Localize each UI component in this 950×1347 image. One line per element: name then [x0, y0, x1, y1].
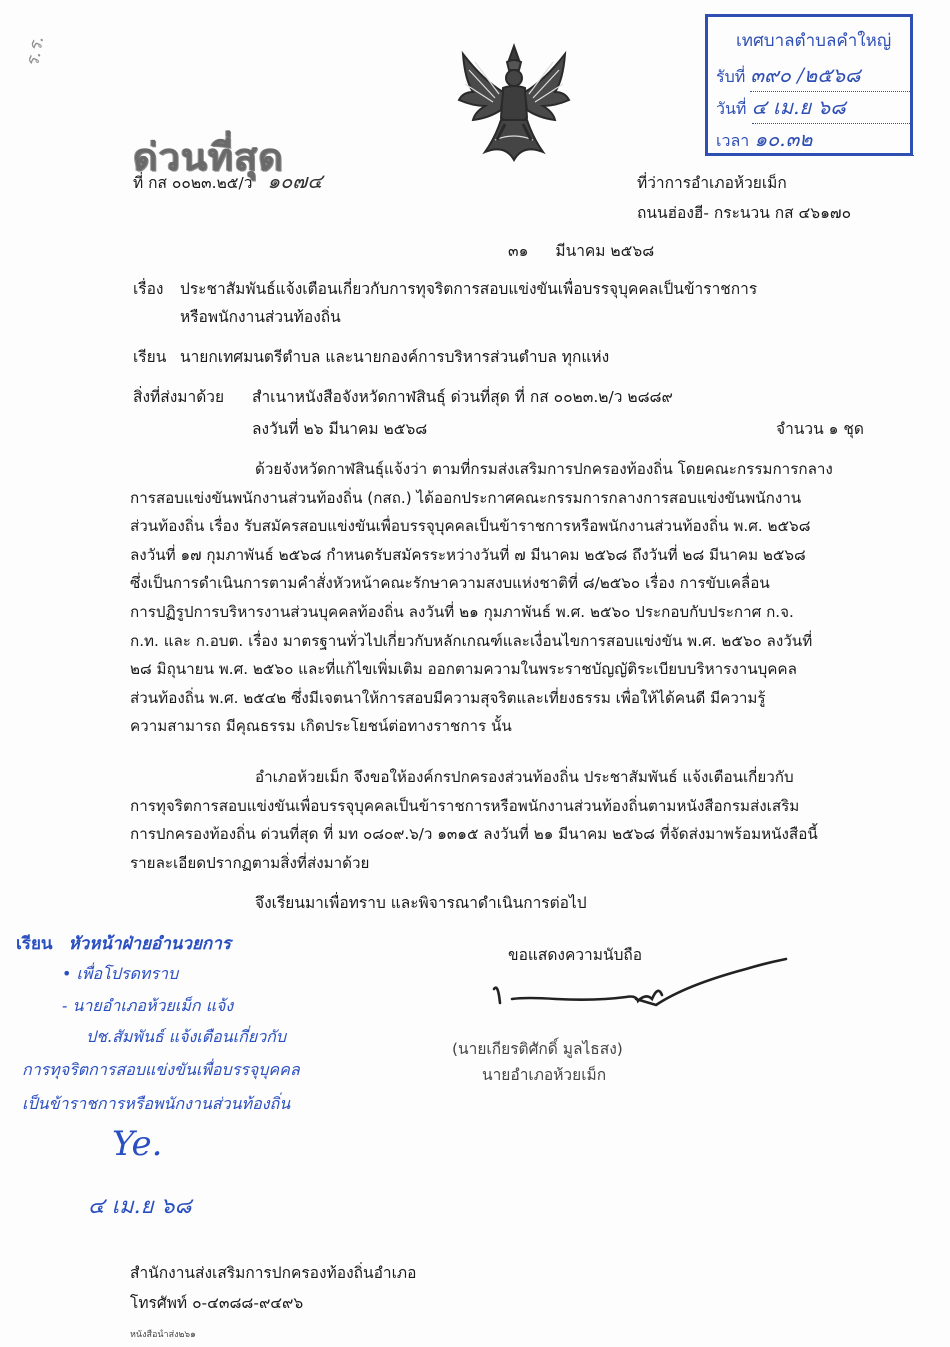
stamp-recv-value: ๓๙๐ /๒๕๖๘ [750, 59, 910, 92]
ref-no-handwritten: ๑๐๗๔ [267, 169, 323, 193]
para2-line: การทุจริตการสอบแข่งขันเพื่อบรรจุบุคคลเป็นข้าราชการหรือพนักงานส่วนท้องถิ่นตามหนังสือกรมส่งเสริม [130, 796, 800, 815]
signer-name: (นายเกียรติศักดิ์ มูลไธสง) [452, 1040, 623, 1058]
stamp-org: เทศบาลตำบลคำใหญ่ [736, 31, 892, 51]
para1-line: ด้วยจังหวัดกาฬสินธุ์แจ้งว่า ตามที่กรมส่งเสริมการปกครองท้องถิ่น โดยคณะกรรมการกลาง [255, 460, 833, 478]
enclosure-line2: ลงวันที่ ๒๖ มีนาคม ๒๕๖๘ [252, 420, 428, 438]
office-address-line1: ที่ว่าการอำเภอห้วยเม็ก [637, 174, 787, 192]
footer-small: หนังสือนำส่ง๒๖๑ [130, 1330, 196, 1340]
stamp-date-row [716, 91, 910, 124]
stamp-date-value: ๔ เม.ย ๖๘ [752, 91, 910, 124]
receiving-stamp [705, 14, 913, 156]
enclosure-label: สิ่งที่ส่งมาด้วย [133, 388, 225, 406]
subject-label: เรื่อง [133, 280, 164, 298]
annotation-hand-line: การทุจริตการสอบแข่งขันเพื่อบรรจุบุคคล [22, 1060, 300, 1079]
annotation-date: ๔ เม.ย ๖๘ [88, 1194, 192, 1219]
footer-phone: โทรศัพท์ ๐-๔๓๘๘-๙๔๙๖ [130, 1294, 304, 1312]
annotation-hand-line: - นายอำเภอห้วยเม็ก แจ้ง [62, 996, 234, 1015]
regards: ขอแสดงความนับถือ [508, 946, 643, 964]
subject-line2: หรือพนักงานส่วนท้องถิ่น [180, 308, 341, 326]
annotation-to [16, 930, 231, 957]
garuda-emblem-icon [455, 40, 573, 165]
para1-line: ส่วนท้องถิ่น พ.ศ. ๒๕๔๒ ซึ่งมีเจตนาให้การสอบมีความสุจริตและเที่ยงธรรม เพื่อให้ได้คนดี มีความรู้ [130, 688, 766, 707]
signer-title: นายอำเภอห้วยเม็ก [482, 1066, 607, 1084]
para2-line: อำเภอห้วยเม็ก จึงขอให้องค์กรปกครองส่วนท้องถิ่น ประชาสัมพันธ์ แจ้งเตือนเกี่ยวกับ [255, 768, 794, 786]
footer-office: สำนักงานส่งเสริมการปกครองท้องถิ่นอำเภอ [130, 1264, 417, 1282]
stamp-recv-label: รับที่ [716, 67, 746, 86]
para2-line: การปกครองท้องถิ่น ด่วนที่สุด ที่ มท ๐๘๐๙.๖/ว ๑๓๑๕ ลงวันที่ ๒๑ มีนาคม ๒๕๖๘ ที่จัดส่งมาพร้อมหนังสือนี้ [130, 825, 818, 844]
letter-date-month-year: มีนาคม ๒๕๖๘ [555, 242, 655, 260]
enclosure-line1: สำเนาหนังสือจังหวัดกาฬสินธุ์ ด่วนที่สุด ที่ กส ๐๐๒๓.๒/ว ๒๘๘๙ [252, 388, 673, 406]
letter-date-day: ๓๑ [508, 242, 529, 260]
urgency-stamp: ด่วนที่สุด [133, 135, 284, 179]
annotation-bullet: • เพื่อโปรดทราบ [62, 964, 179, 983]
stamp-time-row [716, 123, 914, 156]
ref-no-printed: ที่ กส ๐๐๒๓.๒๕/ว [133, 174, 253, 192]
para1-line: การปฏิรูปการบริหารงานส่วนบุคคลท้องถิ่น ลงวันที่ ๒๑ กุมภาพันธ์ พ.ศ. ๒๕๖๐ ประกอบกับประกาศ ก.จ. [130, 602, 794, 621]
annotation-hand-line: ปช.สัมพันธ์ แจ้งเตือนเกี่ยวกับ [86, 1027, 287, 1046]
para1-line: ก.ท. และ ก.อบต. เรื่อง มาตรฐานทั่วไปเกี่ยวกับหลักเกณฑ์และเงื่อนไขการสอบแข่งขัน พ.ศ. ๒๕๖๐ ลงวันที่ [130, 631, 813, 650]
body-paragraph-1 [130, 455, 905, 741]
para1-line: ความสามารถ มีคุณธรรม เกิดประโยชน์ต่อทางราชการ นั้น [130, 717, 512, 736]
body-paragraph-2 [130, 763, 905, 877]
reference-number [133, 170, 322, 194]
to-label: เรียน [133, 348, 167, 366]
stamp-recv-row [716, 59, 910, 92]
annotation-to-label: เรียน [16, 934, 53, 954]
para1-line: ส่วนท้องถิ่น เรื่อง รับสมัครสอบแข่งขันเพื่อบรรจุบุคคลเป็นข้าราชการหรือพนักงานส่วนท้องถิ่น พ.ศ. ๒๕๖๘ [130, 517, 811, 536]
office-address-line2: ถนนฮ่องฮี- กระนวน กส ๔๖๑๗๐ [637, 204, 852, 222]
letter-date [508, 240, 654, 262]
annotation-to-text: หัวหน้าฝ่ายอำนวยการ [68, 934, 231, 954]
para2-line: รายละเอียดปรากฏตามสิ่งที่ส่งมาด้วย [130, 853, 370, 872]
to-text: นายกเทศมนตรีตำบล และนายกองค์การบริหารส่วนตำบล ทุกแห่ง [180, 348, 610, 366]
annotation-initials: Ye. [112, 1124, 163, 1164]
para1-line: ซึ่งเป็นการดำเนินการตามคำสั่งหัวหน้าคณะรักษาความสงบแห่งชาติที่ ๘/๒๕๖๐ เรื่อง การขับเคลื่อน [130, 574, 770, 593]
margin-note: ร.ร. [22, 34, 49, 69]
stamp-time-label: เวลา [716, 131, 750, 150]
annotation-hand-line: เป็นข้าราชการหรือพนักงานส่วนท้องถิ่น [22, 1094, 291, 1113]
enclosure-count: จำนวน ๑ ชุด [776, 420, 864, 438]
para1-line: การสอบแข่งขันพนักงานส่วนท้องถิ่น (กสถ.) ได้ออกประกาศคณะกรรมการกลางการสอบแข่งขันพนักงาน [130, 488, 802, 507]
closing-request: จึงเรียนมาเพื่อทราบ และพิจารณาดำเนินการต่อไป [255, 894, 587, 912]
para1-line: ลงวันที่ ๑๗ กุมภาพันธ์ ๒๕๖๘ กำหนดรับสมัครระหว่างวันที่ ๗ มีนาคม ๒๕๖๘ ถึงวันที่ ๒๘ มีนาคม ๒๕๖๘ [130, 545, 806, 564]
para1-line: ๒๘ มิถุนายน พ.ศ. ๒๕๖๐ และที่แก้ไขเพิ่มเติม ออกตามความในพระราชบัญญัติระเบียบบริหารงานบุคคล [130, 660, 797, 679]
stamp-date-label: วันที่ [716, 99, 747, 118]
subject-line1: ประชาสัมพันธ์แจ้งเตือนเกี่ยวกับการทุจริตการสอบแข่งขันเพื่อบรรจุบุคคลเป็นข้าราชการ [180, 280, 758, 298]
signature-mark [486, 955, 796, 1025]
stamp-time-value: ๑๐.๓๒ [754, 123, 914, 156]
